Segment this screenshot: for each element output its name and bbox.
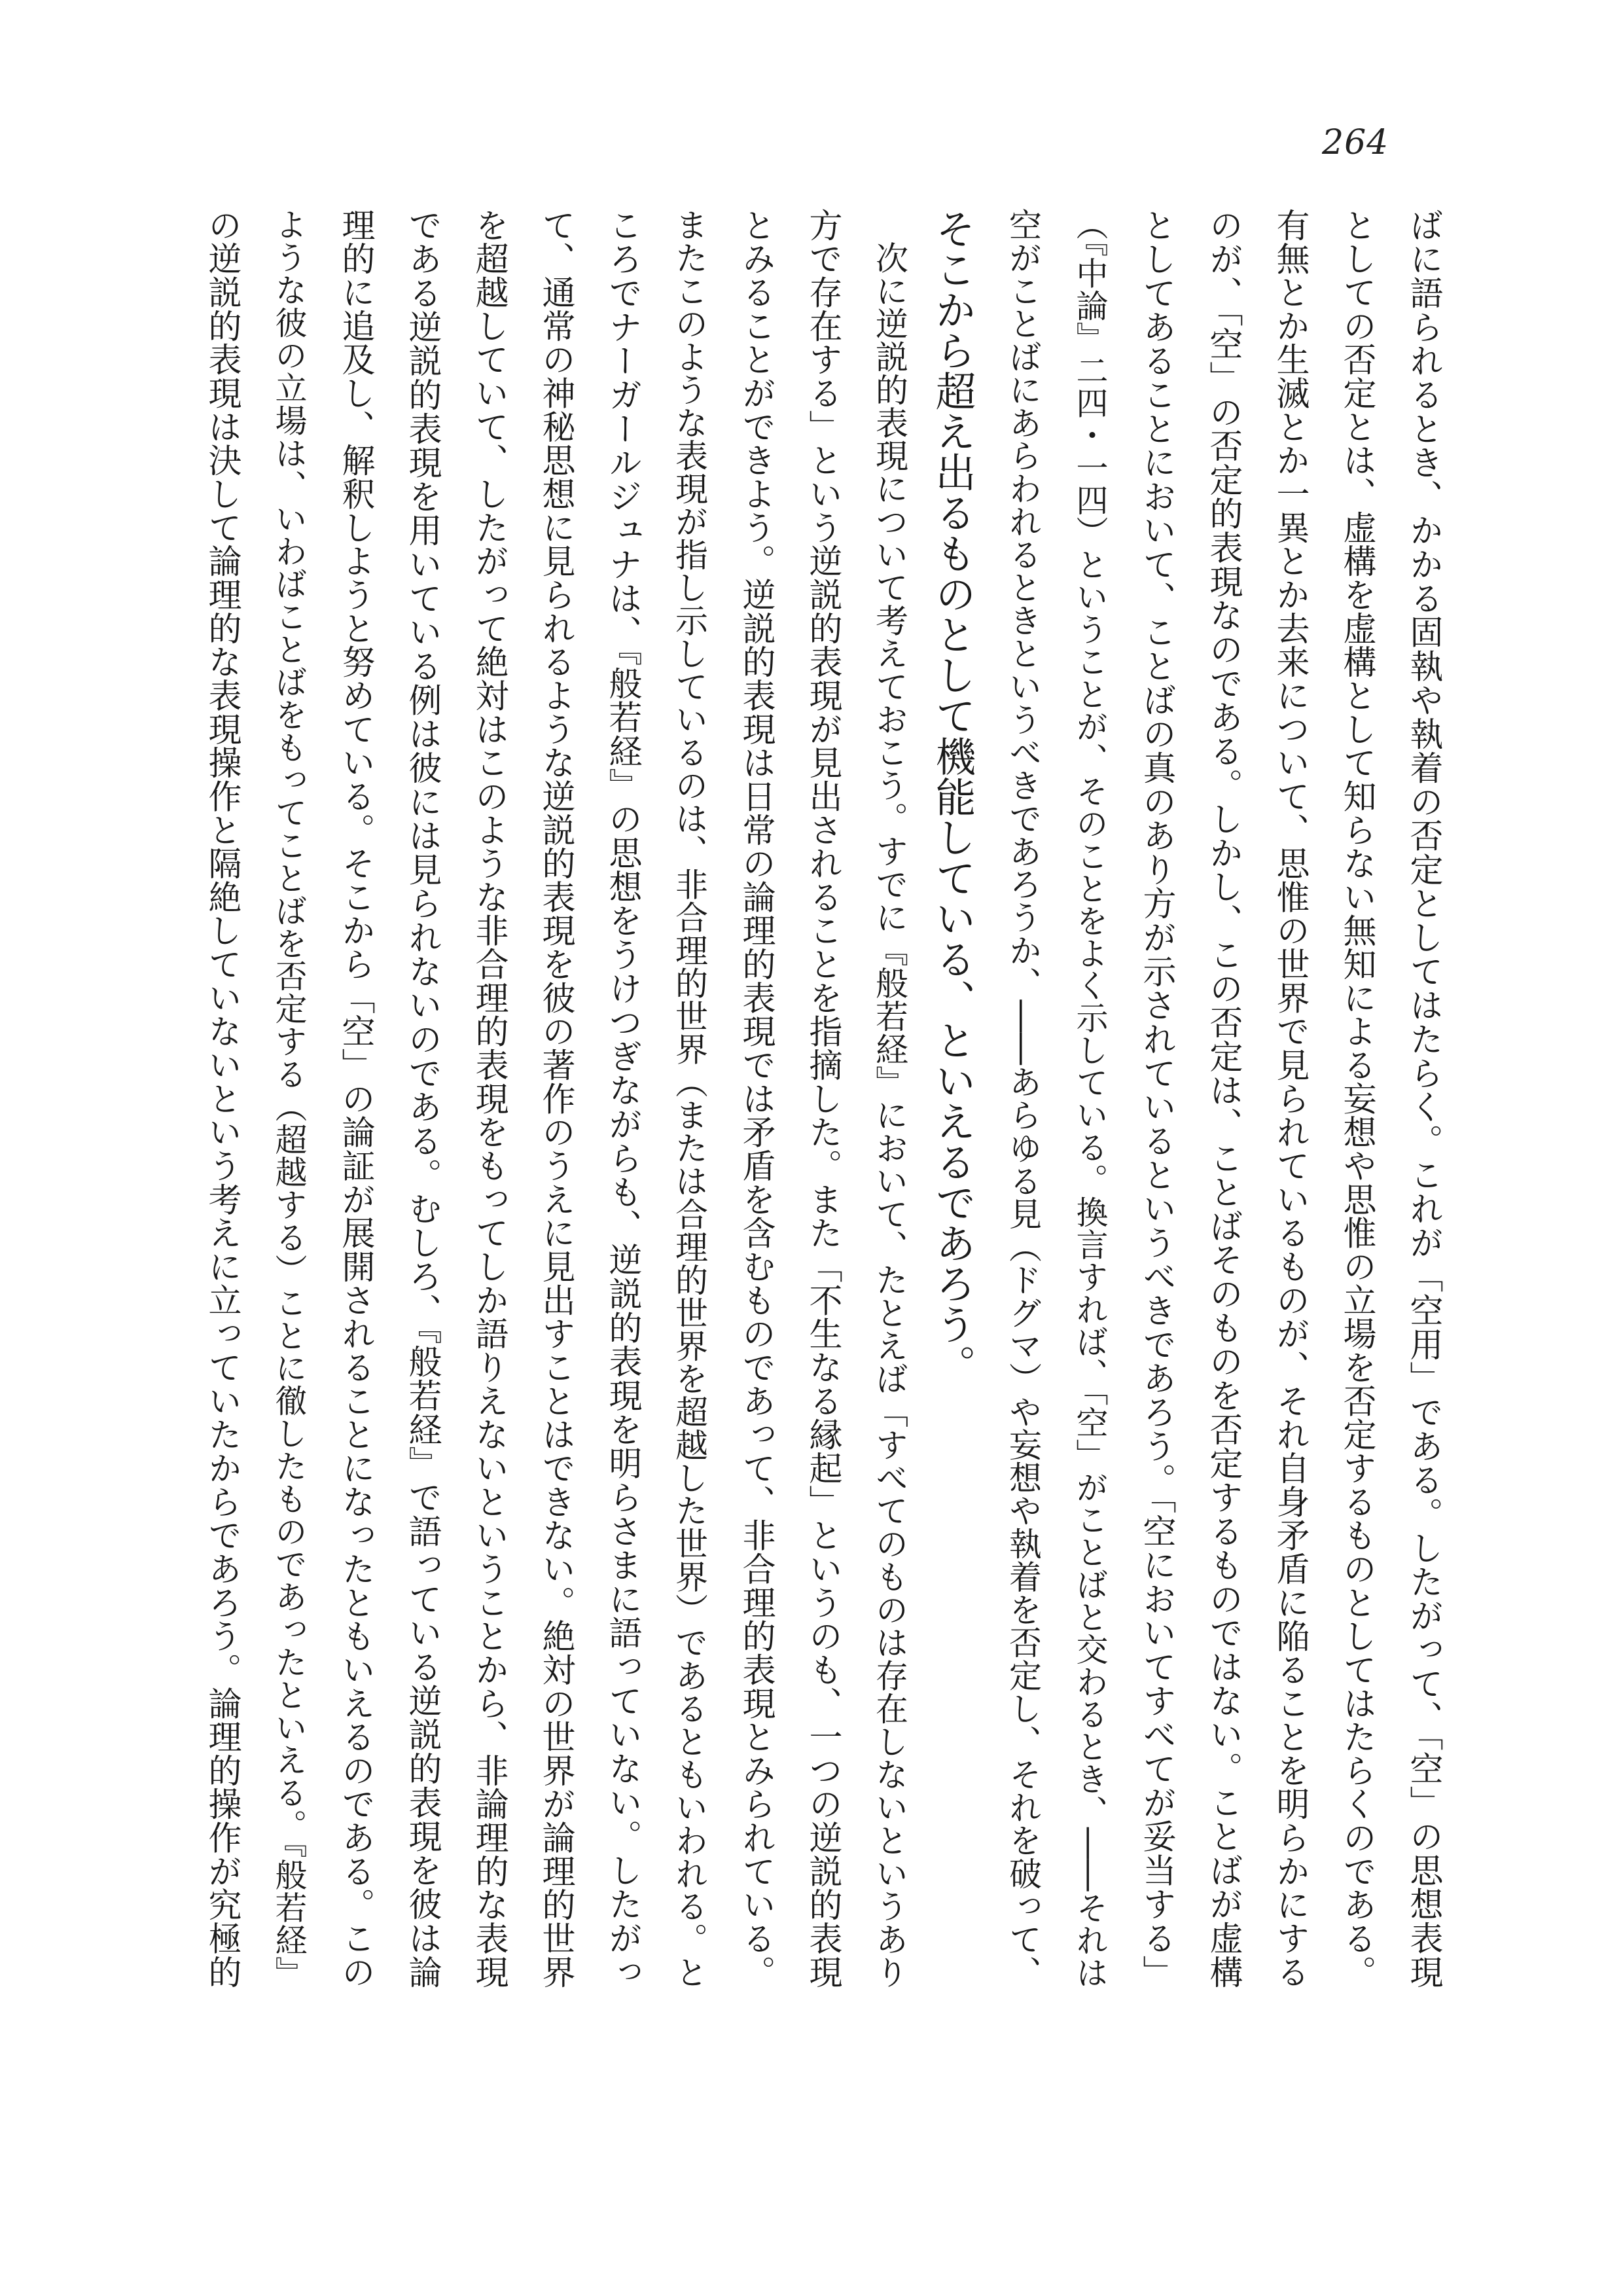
text-line: ような彼の立場は、いわばことばをもってことばを否定する（超越する）ことに徹したものであったといえる。『般若経』 — [270, 208, 308, 1988]
text-line: て、通常の神秘思想に見られるような逆説的表現を彼の著作のうえに見出すことはできない。絶対の世界が論理的世界 — [536, 208, 575, 1988]
text-line: としてあることにおいて、ことばの真のあり方が示されているというべきであろう。「空においてすべてが妥当する」 — [1137, 208, 1175, 1988]
text-line: 空がことばにあらわれるときというべきであろうか、――あらゆる見（ドグマ）や妄想や執着を否定し、それを破って、 — [1004, 208, 1042, 1988]
text-line: 方で存在する」という逆説的表現が見出されることを指摘した。また「不生なる縁起」というのも、一つの逆説的表現 — [803, 208, 842, 1988]
text-line: 次に逆説的表現について考えておこう。すでに『般若経』において、たとえば「すべてのものは存在しないというあり — [870, 208, 908, 1988]
text-line: 有無とか生滅とか一異とか去来について、思惟の世界で見られているものが、それ自身矛盾に陥ることを明らかにする — [1270, 208, 1309, 1988]
text-line: またこのような表現が指し示しているのは、非合理的世界（または合理的世界を超越した世界）であるともいわれる。と — [670, 208, 708, 1988]
text-line: ばに語られるとき、かかる固執や執着の否定としてはたらく。これが「空用」である。したがって、「空」の思想表現 — [1404, 208, 1442, 1988]
text-line: （『中論』二四・一四）ということが、そのことをよく示している。換言すれば、「空」がことばと交わるとき、――それは — [1071, 208, 1109, 1988]
text-block — [196, 208, 1440, 1988]
text-line: 理的に追及し、解釈しようと努めている。そこから「空」の論証が展開されることになったともいえるのである。この — [336, 208, 374, 1988]
text-line: の逆説的表現は決して論理的な表現操作と隔絶していないという考えに立っていたからであろう。論理的操作が究極的 — [202, 208, 241, 1988]
text-line: である逆説的表現を用いている例は彼には見られないのである。むしろ、『般若経』で語っている逆説的表現を彼は論 — [402, 208, 441, 1988]
text-line: としての否定とは、虚構を虚構として知らない無知による妄想や思惟の立場を否定するものとしてはたらくのである。 — [1337, 208, 1376, 1988]
text-line: を超越していて、したがって絶対はこのような非合理的表現をもってしか語りえないということから、非論理的な表現 — [469, 208, 508, 1988]
page-number: 264 — [1322, 123, 1389, 162]
text-line: のが、「空」の否定的表現なのである。しかし、この否定は、ことばそのものを否定するものではない。ことばが虚構 — [1204, 208, 1242, 1988]
text-line: とみることができよう。逆説的表現は日常の論理的表現では矛盾を含むものであって、非合理的表現とみられている。 — [736, 208, 775, 1988]
text-line: ころでナーガールジュナは、『般若経』の思想をうけつぎながらも、逆説的表現を明らさまに語っていない。したがっ — [603, 208, 641, 1988]
text-line: そこから超え出るものとして機能している、といえるであろう。 — [929, 208, 976, 1385]
